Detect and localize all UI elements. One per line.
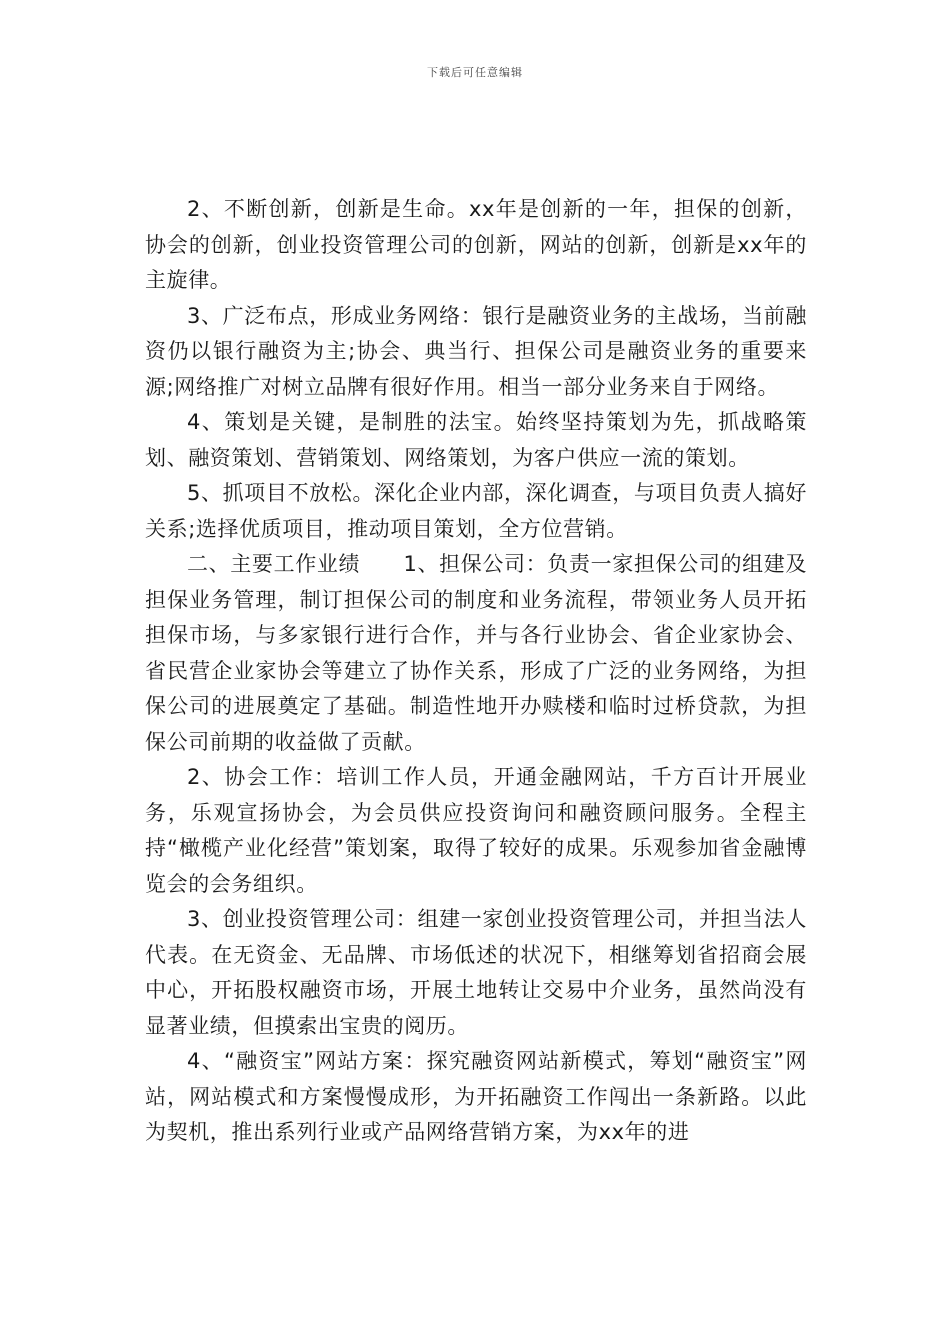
paragraph-main-achievements-guarantee: 二、主要工作业绩 1、担保公司：负责一家担保公司的组建及担保业务管理，制订担保公司的制度和业务流程，带领业务人员开拓担保市场，与多家银行进行合作，并与各行业协会、省企业家协会、省民营企业家协会等建立了协作关系，形成了广泛的业务网络，为担保公司的进展奠定了基础。制造性地开办赎楼和临时过桥贷款，为担保公司前期的收益做了贡献。	[145, 552, 807, 754]
header-note: 下载后可任意编辑	[427, 66, 523, 79]
document-body	[145, 192, 807, 1151]
paragraph-innovation: 2、不断创新，创新是生命。xx年是创新的一年，担保的创新，协会的创新，创业投资管理公司的创新，网站的创新，创新是xx年的主旋律。	[145, 197, 807, 292]
paragraph-association-work: 2、协会工作：培训工作人员，开通金融网站，千方百计开展业务，乐观宣扬协会，为会员供应投资询问和融资顾问服务。全程主持“橄榄产业化经营”策划案，取得了较好的成果。乐观参加省金融博览会的会务组织。	[145, 765, 807, 896]
paragraph-planning: 4、策划是关键，是制胜的法宝。始终坚持策划为先，抓战略策划、融资策划、营销策划、网络策划，为客户供应一流的策划。	[145, 410, 807, 470]
paragraph-business-network: 3、广泛布点，形成业务网络：银行是融资业务的主战场，当前融资仍以银行融资为主;协会、典当行、担保公司是融资业务的重要来源;网络推广对树立品牌有很好作用。相当一部分业务来自于网络。	[145, 303, 807, 399]
paragraph-website-plan: 4、“融资宝”网站方案：探究融资网站新模式，筹划“融资宝”网站，网站模式和方案慢慢成形，为开拓融资工作闯出一条新路。以此为契机，推出系列行业或产品网络营销方案，为xx年的进	[145, 1049, 807, 1144]
paragraph-projects: 5、抓项目不放松。深化企业内部，深化调查，与项目负责人搞好关系;选择优质项目，推动项目策划，全方位营销。	[145, 481, 807, 541]
paragraph-venture-investment: 3、创业投资管理公司：组建一家创业投资管理公司，并担当法人代表。在无资金、无品牌、市场低述的状况下，相继筹划省招商会展中心，开拓股权融资市场，开展土地转让交易中介业务，虽然尚没有显著业绩，但摸索出宝贵的阅历。	[145, 907, 807, 1038]
